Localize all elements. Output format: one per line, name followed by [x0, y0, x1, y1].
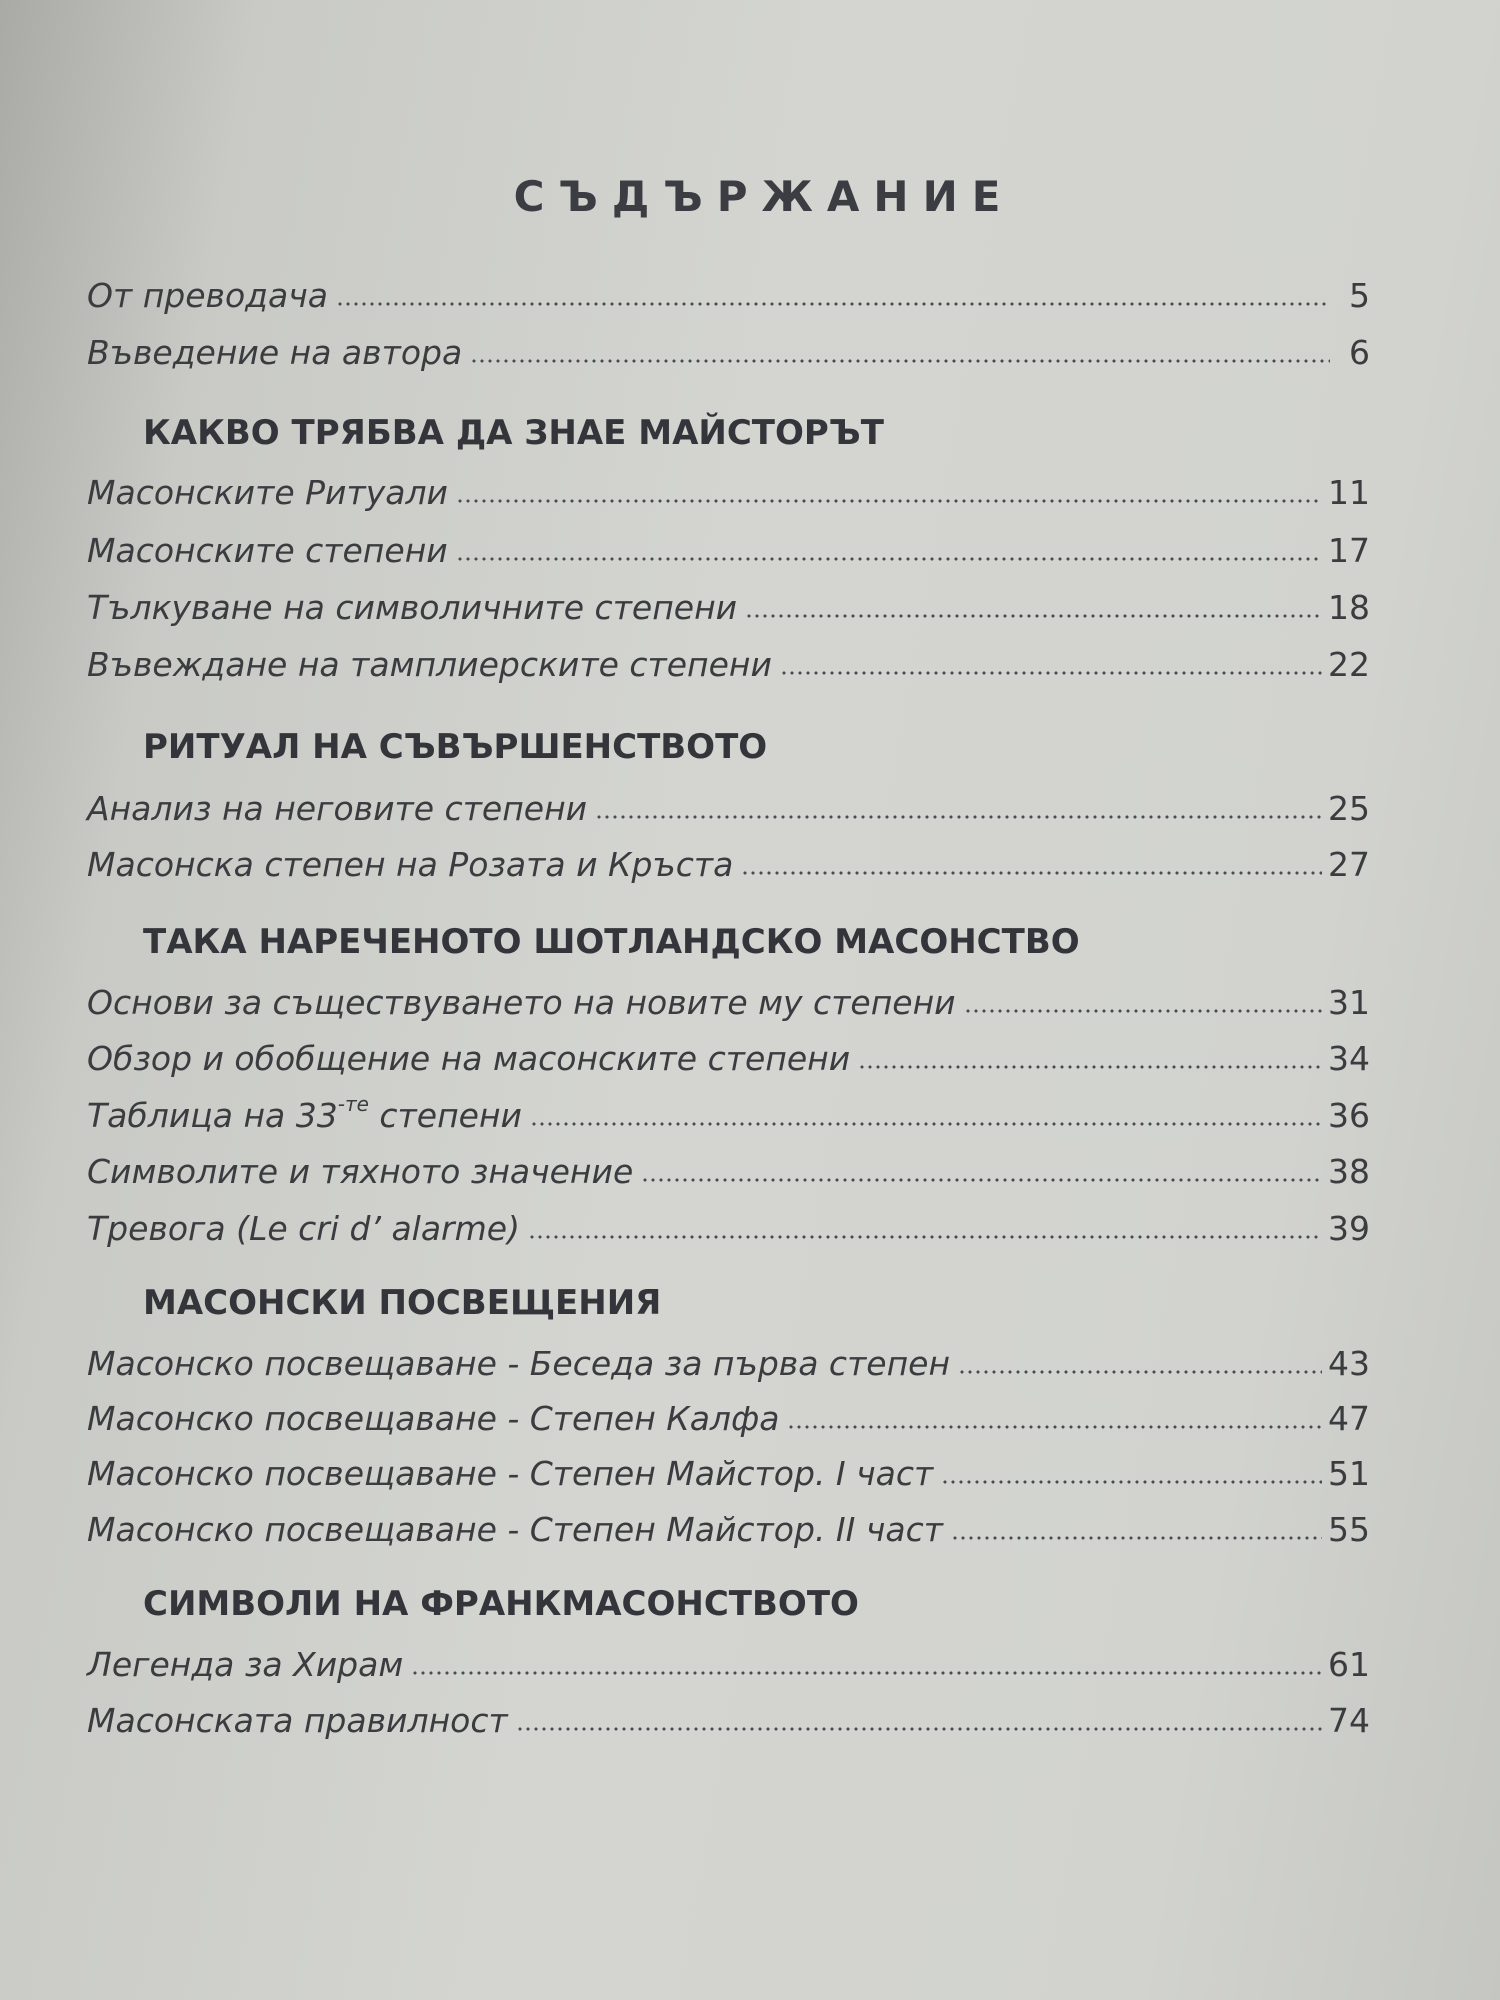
toc-entry: [87, 1697, 1370, 1741]
dot-leader: [641, 1177, 1322, 1183]
page-title: СЪДЪРЖАНИЕ: [513, 172, 1015, 221]
toc-entry-label: Тълкуване на символичните степени: [87, 588, 738, 627]
toc-entry-label: Масонско посвещаване - Степен Майстор. I част: [87, 1454, 934, 1493]
toc-entry-page: 74: [1328, 1701, 1370, 1740]
toc-entry-label: Масонско посвещаване - Беседа за първа степен: [87, 1344, 951, 1383]
toc-entry-page: 39: [1328, 1209, 1370, 1248]
toc-entry: [87, 1035, 1370, 1079]
section-heading: РИТУАЛ НА СЪВЪРШЕНСТВОТО: [143, 727, 768, 767]
dot-leader: [470, 358, 1330, 364]
toc-entry-page: 43: [1328, 1344, 1370, 1383]
toc-entry-page: 5: [1349, 276, 1370, 315]
toc-entry: [87, 641, 1370, 685]
toc-entry-label: Легенда за Хирам: [87, 1645, 404, 1684]
toc-entry-label: Масонско посвещаване - Степен Майстор. II част: [87, 1510, 943, 1549]
dot-leader: [530, 1121, 1322, 1127]
dot-leader: [516, 1726, 1322, 1732]
toc-entry: [87, 785, 1370, 829]
toc-entry-page: 36: [1328, 1096, 1370, 1135]
toc-entry-page: 55: [1328, 1510, 1370, 1549]
dot-leader: [964, 1008, 1322, 1014]
toc-entry-label-part: Таблица на 33: [87, 1096, 338, 1135]
toc-entry-label: Основи за съществуването на новите му степени: [87, 983, 956, 1022]
toc-entry-label: Масонските Ритуали: [87, 473, 449, 512]
toc-entry-label: [87, 1092, 522, 1136]
dot-leader: [528, 1234, 1322, 1240]
toc-entry-page: 11: [1328, 473, 1370, 512]
toc-entry: [87, 469, 1370, 513]
toc-entry-page: 25: [1328, 789, 1370, 828]
toc-entry-label: Масонските степени: [87, 531, 448, 570]
toc-entry-label: Символите и тяхното значение: [87, 1152, 634, 1191]
toc-entry-label: От преводача: [87, 276, 328, 315]
toc-entry: [87, 841, 1370, 885]
toc-entry: [87, 527, 1370, 571]
toc-entry: [87, 1641, 1370, 1685]
toc-entry-label: Тревога (Le cri d’ alarme): [87, 1209, 520, 1248]
toc-entry: [87, 1092, 1370, 1136]
dot-leader: [941, 1479, 1322, 1485]
section-heading: КАКВО ТРЯБВА ДА ЗНАЕ МАЙСТОРЪТ: [143, 413, 884, 453]
toc-entry-page: 22: [1328, 645, 1370, 684]
toc-entry: [87, 1205, 1370, 1249]
toc-entry-label-part: степени: [368, 1096, 522, 1135]
dot-leader: [456, 498, 1322, 504]
toc-entry-label: Масонско посвещаване - Степен Калфа: [87, 1399, 780, 1438]
toc-entry-page: 31: [1328, 983, 1370, 1022]
toc-entry: [87, 584, 1370, 628]
toc-entry: [87, 979, 1370, 1023]
toc-entry-label: Анализ на неговите степени: [87, 789, 588, 828]
toc-entry-label: Масонска степен на Розата и Кръста: [87, 845, 734, 884]
toc-entry: [87, 1395, 1370, 1439]
dot-leader: [741, 870, 1322, 876]
dot-leader: [336, 301, 1330, 307]
toc-entry-page: 51: [1328, 1454, 1370, 1493]
toc-entry-page: 34: [1328, 1039, 1370, 1078]
dot-leader: [958, 1369, 1322, 1375]
dot-leader: [858, 1064, 1322, 1070]
toc-entry-label: Въвеждане на тамплиерските степени: [87, 645, 772, 684]
toc-entry-page: 18: [1328, 588, 1370, 627]
dot-leader: [595, 814, 1322, 820]
dot-leader: [745, 613, 1322, 619]
toc-entry-page: 6: [1349, 333, 1370, 372]
toc-entry: [87, 272, 1370, 316]
dot-leader: [780, 670, 1322, 676]
toc-entry-page: 27: [1328, 845, 1370, 884]
toc-entry-page: 47: [1328, 1399, 1370, 1438]
toc-entry: [87, 1148, 1370, 1192]
toc-entry-label: Масонската правилност: [87, 1701, 508, 1740]
section-heading: ТАКА НАРЕЧЕНОТО ШОТЛАНДСКО МАСОНСТВО: [143, 922, 1080, 962]
toc-entry-page: 17: [1328, 531, 1370, 570]
toc-entry: [87, 1340, 1370, 1384]
dot-leader: [951, 1535, 1322, 1541]
dot-leader: [456, 556, 1322, 562]
toc-entry-label: Въведение на автора: [87, 333, 463, 372]
toc-entry-page: 61: [1328, 1645, 1370, 1684]
toc-entry-page: 38: [1328, 1152, 1370, 1191]
toc-entry: [87, 329, 1370, 373]
toc-entry: [87, 1506, 1370, 1550]
section-heading: МАСОНСКИ ПОСВЕЩЕНИЯ: [143, 1283, 662, 1323]
section-heading: СИМВОЛИ НА ФРАНКМАСОНСТВОТО: [143, 1584, 859, 1624]
dot-leader: [411, 1670, 1322, 1676]
toc-entry-label: Обзор и обобщение на масонските степени: [87, 1039, 851, 1078]
superscript: -те: [337, 1092, 369, 1116]
toc-entry: [87, 1450, 1370, 1494]
dot-leader: [787, 1424, 1322, 1430]
